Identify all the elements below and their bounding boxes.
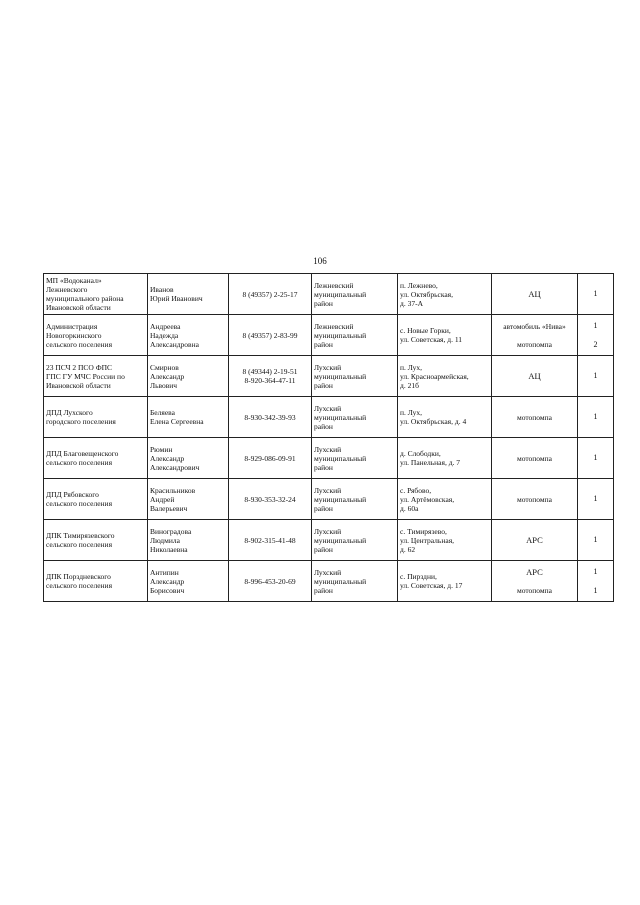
quantity-value: 1: [593, 535, 598, 545]
contact-person-cell: [148, 561, 229, 602]
table-row: [44, 479, 614, 520]
contact-person-line: Антипин: [150, 567, 179, 577]
phone-cell: [229, 479, 312, 520]
organization-cell: [44, 561, 148, 602]
table-row: [44, 356, 614, 397]
address-line: п. Лух,: [400, 408, 423, 417]
address-cell: [398, 479, 492, 520]
equipment-item: мотопомпа: [516, 339, 553, 349]
organization-line: сельского поселения: [46, 339, 113, 349]
phone-number: 8-996-453-20-69: [244, 576, 296, 586]
equipment-item: автомобиль «Нива»: [503, 321, 566, 331]
contact-person-line: Николаевна: [150, 544, 188, 554]
equipment-item: АРС: [526, 566, 543, 577]
organization-line: ДПК Порздневского: [46, 572, 111, 581]
district-line: муниципальный: [314, 330, 367, 340]
table-row: [44, 315, 614, 356]
fire-equipment-table: [43, 273, 614, 602]
phone-cell: [229, 438, 312, 479]
district-line: Лухский: [314, 526, 342, 536]
district-cell: [312, 438, 398, 479]
phone-number: 8-930-353-32-24: [244, 494, 296, 504]
phone-number: 8-920-364-47-11: [244, 376, 296, 385]
phone-cell: [229, 315, 312, 356]
phone-cell: [229, 356, 312, 397]
contact-person-cell: [148, 315, 229, 356]
address-line: ул. Красноармейская,: [400, 371, 469, 381]
page-number: 106: [313, 256, 327, 266]
equipment-cell: [492, 438, 578, 479]
equipment-item: АЦ: [528, 370, 541, 381]
district-line: Лухский: [314, 362, 342, 372]
equipment-item: мотопомпа: [516, 494, 553, 504]
address-cell: [398, 561, 492, 602]
district-line: район: [314, 544, 333, 554]
address-cell: [398, 397, 492, 438]
district-line: район: [314, 462, 333, 472]
address-cell: [398, 438, 492, 479]
district-line: муниципальный: [314, 453, 367, 463]
address-line: п. Лежнево,: [400, 280, 438, 290]
organization-line: ДПД Лухского: [46, 408, 93, 417]
quantity-value: 1: [593, 494, 598, 504]
phone-number: 8-902-315-41-48: [244, 535, 296, 545]
contact-person-line: Иванов: [150, 285, 174, 294]
equipment-item: мотопомпа: [516, 412, 553, 422]
table-row: [44, 520, 614, 561]
contact-person-line: Смирнов: [150, 362, 179, 372]
equipment-cell: [492, 561, 578, 602]
contact-person-line: Виноградова: [150, 526, 192, 536]
contact-person-line: Александр: [150, 453, 185, 463]
contact-person-cell: [148, 520, 229, 561]
equipment-item: мотопомпа: [516, 453, 553, 463]
table-row: [44, 438, 614, 479]
address-cell: [398, 274, 492, 315]
contact-person-line: Елена Сергеевна: [150, 417, 204, 426]
equipment-item: мотопомпа: [516, 586, 553, 596]
quantity-value: 1: [593, 453, 598, 463]
organization-cell: [44, 438, 148, 479]
contact-person-line: Александрович: [150, 462, 200, 472]
district-cell: [312, 356, 398, 397]
equipment-cell: [492, 356, 578, 397]
district-cell: [312, 274, 398, 315]
district-cell: [312, 315, 398, 356]
quantity-cell: [578, 438, 614, 479]
organization-cell: [44, 397, 148, 438]
address-line: с. Новые Горки,: [400, 326, 451, 335]
organization-line: Новогоркинского: [46, 330, 102, 340]
district-cell: [312, 479, 398, 520]
address-line: с. Рябово,: [400, 485, 432, 495]
table-row: [44, 397, 614, 438]
contact-person-cell: [148, 274, 229, 315]
organization-line: МП «Водоканал»: [46, 276, 102, 285]
table-row: [44, 274, 614, 315]
quantity-value: 1: [593, 289, 598, 299]
contact-person-line: Юрий Иванович: [150, 294, 203, 303]
organization-cell: [44, 479, 148, 520]
organization-line: муниципального района: [46, 294, 124, 303]
district-line: район: [314, 298, 333, 308]
address-cell: [398, 520, 492, 561]
district-line: район: [314, 421, 333, 431]
district-line: район: [314, 503, 333, 513]
district-cell: [312, 561, 398, 602]
contact-person-cell: [148, 356, 229, 397]
district-line: Лухский: [314, 403, 342, 413]
equipment-cell: [492, 274, 578, 315]
quantity-cell: [578, 274, 614, 315]
contact-person-line: Борисович: [150, 585, 185, 595]
district-line: Лухский: [314, 567, 342, 577]
organization-line: сельского поселения: [46, 458, 113, 467]
phone-number: 8 (49344) 2-19-51: [242, 367, 298, 376]
quantity-value: 1: [593, 320, 598, 330]
phone-cell: [229, 397, 312, 438]
address-cell: [398, 315, 492, 356]
organization-line: ДПД Рябовского: [46, 490, 99, 499]
organization-line: Лежневского: [46, 285, 88, 294]
district-line: муниципальный: [314, 371, 367, 381]
phone-cell: [229, 520, 312, 561]
contact-person-cell: [148, 479, 229, 520]
address-line: п. Лух,: [400, 362, 423, 372]
district-line: муниципальный: [314, 576, 367, 586]
table-row: [44, 561, 614, 602]
contact-person-line: Александровна: [150, 339, 199, 349]
contact-person-cell: [148, 438, 229, 479]
contact-person-cell: [148, 397, 229, 438]
equipment-cell: [492, 520, 578, 561]
organization-cell: [44, 520, 148, 561]
organization-line: сельского поселения: [46, 540, 113, 549]
quantity-cell: [578, 397, 614, 438]
organization-line: Ивановской области: [46, 380, 111, 390]
contact-person-line: Александр: [150, 576, 185, 586]
organization-line: ДПК Тимирязевского: [46, 531, 115, 540]
district-line: Лухский: [314, 444, 342, 454]
address-line: д. 37-А: [400, 298, 423, 308]
contact-person-line: Рюмин: [150, 444, 173, 454]
address-line: д. 62: [400, 544, 416, 554]
address-line: ул. Центральная,: [400, 535, 455, 545]
phone-number: 8 (49357) 2-25-17: [242, 289, 298, 299]
district-line: Лежневский: [314, 280, 354, 290]
equipment-cell: [492, 479, 578, 520]
quantity-cell: [578, 356, 614, 397]
organization-cell: [44, 274, 148, 315]
address-line: с. Тимирязево,: [400, 526, 447, 536]
contact-person-line: Андрей: [150, 494, 175, 504]
organization-cell: [44, 315, 148, 356]
district-line: район: [314, 380, 333, 390]
contact-person-line: Валерьевич: [150, 503, 188, 513]
contact-person-line: Александр: [150, 371, 185, 381]
district-line: муниципальный: [314, 289, 367, 299]
quantity-value: 1: [593, 585, 598, 595]
district-line: муниципальный: [314, 494, 367, 504]
district-line: Лухский: [314, 485, 342, 495]
phone-number: 8-929-086-09-91: [244, 453, 296, 463]
organization-line: Ивановской области: [46, 303, 111, 312]
phone-number: 8 (49357) 2-83-99: [242, 330, 298, 340]
address-line: д. 60а: [400, 503, 419, 513]
district-line: район: [314, 585, 333, 595]
equipment-cell: [492, 397, 578, 438]
contact-person-line: Красильников: [150, 485, 196, 495]
quantity-value: 1: [593, 566, 598, 576]
address-line: с. Пирздни,: [400, 572, 437, 581]
address-line: д. Слободки,: [400, 449, 441, 458]
quantity-value: 1: [593, 371, 598, 381]
phone-cell: [229, 274, 312, 315]
phone-number: 8-930-342-39-93: [244, 412, 296, 422]
district-cell: [312, 520, 398, 561]
phone-cell: [229, 561, 312, 602]
equipment-item: АЦ: [528, 288, 541, 299]
address-line: ул. Советская, д. 17: [400, 581, 463, 590]
address-line: ул. Артёмовская,: [400, 494, 455, 504]
district-line: район: [314, 339, 333, 349]
equipment-item: АРС: [526, 534, 543, 545]
address-line: ул. Панельная, д. 7: [400, 458, 461, 467]
organization-line: Администрация: [46, 321, 98, 331]
district-line: муниципальный: [314, 535, 367, 545]
organization-line: 23 ПСЧ 2 ПСО ФПС: [46, 362, 113, 372]
quantity-cell: [578, 315, 614, 356]
contact-person-line: Людмила: [150, 535, 180, 545]
contact-person-line: Андреева: [150, 321, 181, 331]
equipment-cell: [492, 315, 578, 356]
contact-person-line: Львович: [150, 380, 178, 390]
organization-line: ДПД Благовещенского: [46, 449, 119, 458]
organization-cell: [44, 356, 148, 397]
address-cell: [398, 356, 492, 397]
quantity-cell: [578, 561, 614, 602]
district-line: муниципальный: [314, 412, 367, 422]
organization-line: сельского поселения: [46, 499, 113, 508]
address-line: д. 21б: [400, 380, 419, 390]
district-cell: [312, 397, 398, 438]
table-body: [44, 274, 614, 602]
contact-person-line: Надежда: [150, 330, 179, 340]
quantity-cell: [578, 520, 614, 561]
address-line: ул. Советская, д. 11: [400, 335, 463, 344]
contact-person-line: Беляева: [150, 408, 175, 417]
organization-line: сельского поселения: [46, 581, 113, 590]
organization-line: ГПС ГУ МЧС России по: [46, 371, 125, 381]
quantity-value: 2: [593, 339, 598, 349]
quantity-cell: [578, 479, 614, 520]
organization-line: городского поселения: [46, 417, 116, 426]
address-line: ул. Октябрьская, д. 4: [400, 417, 467, 426]
address-line: ул. Октябрьская,: [400, 289, 454, 299]
quantity-value: 1: [593, 412, 598, 422]
district-line: Лежневский: [314, 321, 354, 331]
